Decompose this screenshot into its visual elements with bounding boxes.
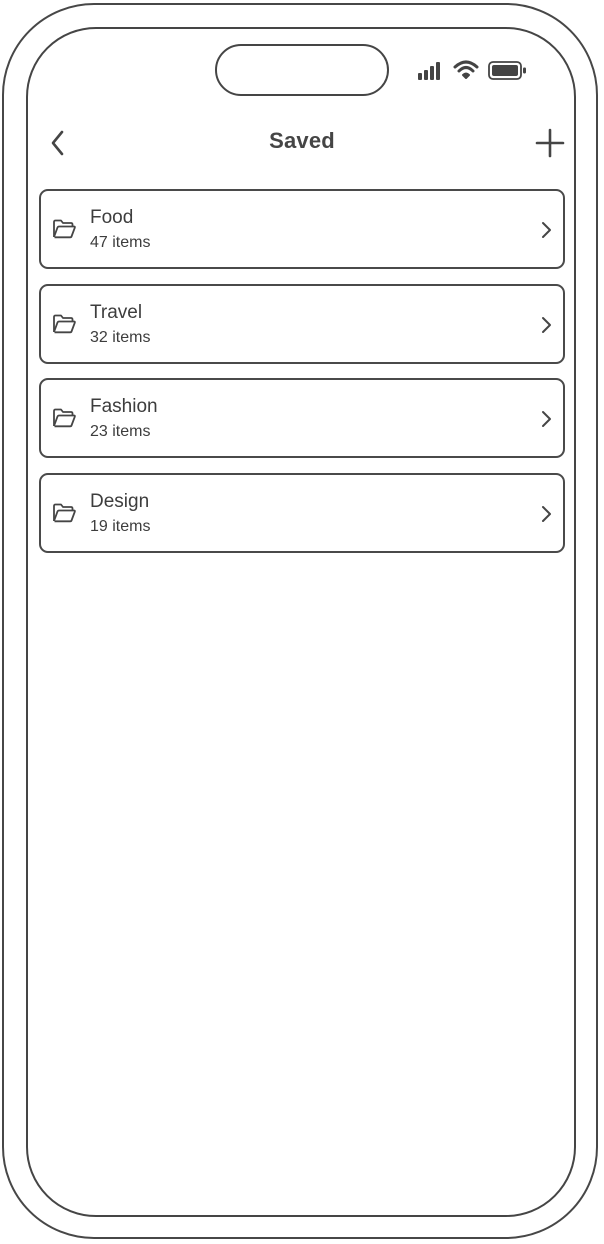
folder-row-food[interactable] (39, 189, 565, 269)
folder-item-count: 32 items (90, 328, 151, 346)
chevron-right-icon (540, 316, 552, 334)
folder-icon (52, 407, 76, 429)
folder-icon (52, 218, 76, 240)
chevron-right-icon (540, 505, 552, 523)
folder-row-travel[interactable] (39, 284, 565, 364)
chevron-right-icon (540, 221, 552, 239)
chevron-right-icon (540, 410, 552, 428)
dynamic-island (215, 44, 389, 96)
page-title: Saved (269, 128, 335, 153)
folder-item-count: 23 items (90, 423, 151, 440)
folder-list (39, 189, 565, 567)
navigation-bar (40, 118, 564, 168)
add-folder-button[interactable] (528, 118, 572, 168)
folder-row-fashion[interactable] (39, 378, 565, 458)
folder-name: Fashion (90, 396, 158, 417)
status-bar (416, 58, 530, 84)
battery-icon (488, 61, 528, 81)
folder-icon (52, 313, 76, 335)
plus-icon (535, 128, 565, 158)
wifi-icon (453, 59, 479, 81)
folder-row-design[interactable] (39, 473, 565, 553)
folder-name: Design (90, 490, 150, 512)
folder-item-count: 47 items (90, 234, 151, 251)
folder-name: Travel (90, 301, 143, 323)
folder-icon (52, 502, 76, 524)
folder-item-count: 19 items (90, 517, 151, 535)
folder-name: Food (90, 207, 134, 228)
signal-icon (418, 62, 444, 80)
